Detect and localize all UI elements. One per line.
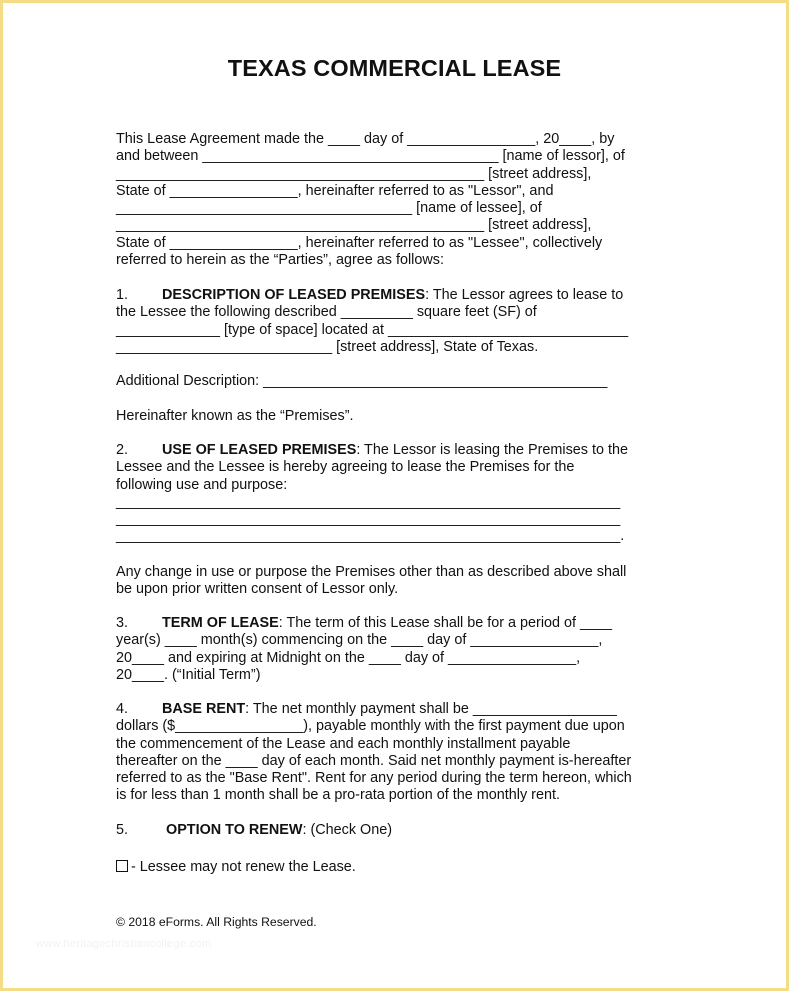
additional-description-line: Additional Description: ___________________________________________	[116, 373, 608, 389]
section-heading: TERM OF LEASE	[162, 615, 279, 631]
note-line: Any change in use or purpose the Premises other than as described above shall	[116, 564, 627, 580]
section-text: : (Check One)	[302, 822, 393, 838]
intro-line: and between _____________________________________ [name of lessor], of	[116, 148, 625, 165]
section-text: : The Lessor is leasing the Premises to the	[356, 442, 629, 458]
intro-line: This Lease Agreement made the ____ day of ________________, 20____, by	[116, 131, 615, 147]
intro-line: State of ________________, hereinafter referred to as "Lessor", and	[116, 182, 554, 199]
section-term-of-lease	[116, 615, 676, 684]
section-description-of-premises	[116, 287, 676, 356]
note-line: be upon prior written consent of Lessor only.	[116, 581, 399, 598]
section-line: 20____. (“Initial Term”)	[116, 666, 261, 683]
section-heading-line	[116, 701, 676, 718]
section-line: the commencement of the Lease and each monthly installment payable	[116, 735, 571, 752]
intro-paragraph	[116, 131, 676, 269]
document-title: TEXAS COMMERCIAL LEASE	[227, 55, 562, 81]
watermark: www.heritagechristiancollege.com	[36, 938, 212, 950]
renew-option-line	[116, 859, 676, 876]
section-line: is for less than 1 month shall be a pro-rata portion of the monthly rent.	[116, 787, 560, 804]
section-line: the Lessee the following described _________ square feet (SF) of	[116, 304, 537, 321]
section-text: : The Lessor agrees to lease to	[425, 287, 624, 303]
section-line: thereafter on the ____ day of each month. Said net monthly payment is-hereafter	[116, 752, 632, 769]
section-base-rent	[116, 701, 676, 805]
intro-line: _____________________________________ [name of lessee], of	[116, 200, 542, 217]
section-use-of-premises	[116, 442, 676, 546]
section-line: ___________________________ [street address], State of Texas.	[116, 338, 539, 355]
section-heading: DESCRIPTION OF LEASED PREMISES	[162, 287, 426, 303]
renew-option-no-renew	[116, 859, 676, 876]
premises-note-line: Hereinafter known as the “Premises”.	[116, 408, 354, 424]
section-text: : The net monthly payment shall be __________________	[245, 701, 617, 717]
intro-line: ______________________________________________ [street address],	[116, 217, 592, 234]
intro-line: ______________________________________________ [street address],	[116, 165, 592, 182]
section-line: year(s) ____ month(s) commencing on the ____ day of ________________,	[116, 632, 603, 649]
copyright-footer: © 2018 eForms. All Rights Reserved.	[116, 915, 317, 929]
renew-option-label: - Lessee may not renew the Lease.	[131, 859, 356, 875]
section-line: referred to as the "Base Rent". Rent for any period during the term hereon, which	[116, 770, 632, 787]
blank-line: _______________________________________________________________.	[116, 528, 625, 545]
blank-line: _______________________________________________________________	[116, 493, 621, 510]
intro-line: referred to herein as the “Parties”, agree as follows:	[116, 252, 444, 269]
premises-note	[116, 408, 676, 425]
section-heading: OPTION TO RENEW	[166, 822, 303, 838]
section-heading: BASE RENT	[162, 701, 246, 717]
section-heading-line	[116, 615, 676, 632]
section-number: 4.	[116, 701, 129, 717]
section-line: _____________ [type of space] located at ______________________________	[116, 321, 629, 338]
section-heading-line	[116, 287, 676, 304]
section-number: 2.	[116, 442, 129, 458]
blank-line: _______________________________________________________________	[116, 511, 621, 528]
intro-line: State of ________________, hereinafter referred to as "Lessee", collectively	[116, 234, 603, 251]
section-number: 1.	[116, 287, 129, 303]
section-number: 3.	[116, 615, 129, 631]
section-heading-line	[116, 822, 676, 839]
section-number: 5.	[116, 822, 129, 838]
checkbox-icon[interactable]	[116, 860, 128, 872]
section-heading-line	[116, 442, 676, 459]
section-heading: USE OF LEASED PREMISES	[162, 442, 357, 458]
additional-description	[116, 373, 676, 390]
section-line: Lessee and the Lessee is hereby agreeing to lease the Premises for the	[116, 459, 575, 476]
section-line: 20____ and expiring at Midnight on the ____ day of ________________,	[116, 649, 581, 666]
section-line: following use and purpose:	[116, 476, 288, 493]
change-of-use-note	[116, 564, 676, 599]
section-line: dollars ($________________), payable monthly with the first payment due upon	[116, 718, 625, 735]
section-text: : The term of this Lease shall be for a period of ____	[278, 615, 613, 631]
section-option-to-renew	[116, 822, 676, 839]
